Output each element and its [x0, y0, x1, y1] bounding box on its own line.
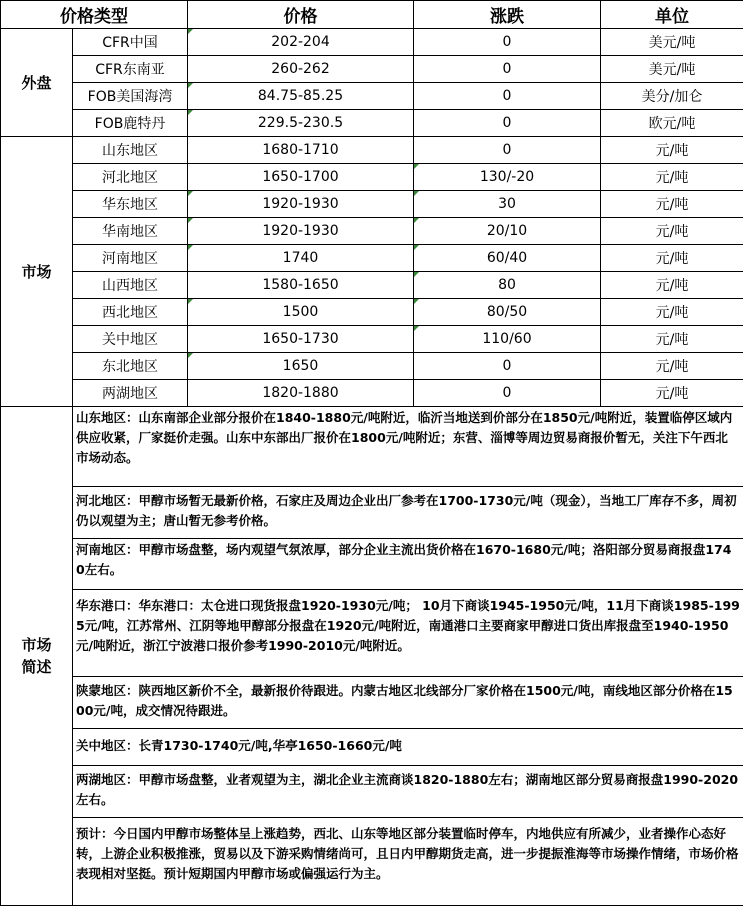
row-price: 1650 — [188, 353, 414, 380]
row-name: 山东地区 — [73, 137, 188, 164]
row-price: 1500 — [188, 299, 414, 326]
row-price: 84.75-85.25 — [188, 83, 414, 110]
summary-row — [1, 539, 743, 590]
group-summary-label: 市场简述 — [17, 634, 57, 678]
row-change: 0 — [414, 137, 601, 164]
summary-row — [1, 590, 743, 677]
row-unit: 元/吨 — [601, 218, 743, 245]
row-change: 0 — [414, 83, 601, 110]
header-price: 价格 — [188, 1, 414, 29]
row-name: 河南地区 — [73, 245, 188, 272]
row-unit: 元/吨 — [601, 380, 743, 407]
row-name: 河北地区 — [73, 164, 188, 191]
row-price: 1920-1930 — [188, 218, 414, 245]
row-change: 0 — [414, 353, 601, 380]
summary-row — [1, 729, 743, 766]
table-row — [1, 110, 743, 137]
row-price: 1820-1880 — [188, 380, 414, 407]
table-row — [1, 137, 743, 164]
row-name: 东北地区 — [73, 353, 188, 380]
row-price: 229.5-230.5 — [188, 110, 414, 137]
row-unit: 元/吨 — [601, 299, 743, 326]
summary-row — [1, 487, 743, 539]
row-price: 1920-1930 — [188, 191, 414, 218]
table-row — [1, 326, 743, 353]
group-summary — [1, 407, 73, 906]
summary-east-port: 华东港口：华东港口：太仓进口现货报盘1920-1930元/吨； 10月下商谈1945-1950元/吨，11月下商谈1985-1995元/吨，江苏常州、江阴等地甲醇部分报盘在1920元/吨附近，南通港口主要商家甲醇进口货出库报盘至1940-1950元/吨附近，浙江宁波港口报价参考1990-2010元/吨附近。 — [73, 590, 743, 677]
row-price: 1680-1710 — [188, 137, 414, 164]
row-name: 华东地区 — [73, 191, 188, 218]
header-change: 涨跌 — [414, 1, 601, 29]
row-change: 0 — [414, 29, 601, 56]
row-change: 0 — [414, 110, 601, 137]
table-row — [1, 56, 743, 83]
row-unit: 美元/吨 — [601, 29, 743, 56]
row-name: 华南地区 — [73, 218, 188, 245]
row-price: 1650-1730 — [188, 326, 414, 353]
row-price: 260-262 — [188, 56, 414, 83]
table-row — [1, 191, 743, 218]
summary-shandong: 山东地区：山东南部企业部分报价在1840-1880元/吨附近，临沂当地送到价部分在1850元/吨附近，装置临停区域内供应收紧，厂家挺价走强。山东中东部出厂报价在1800元/吨附近；东营、淄博等周边贸易商报价暂无，关注下午西北市场动态。 — [73, 407, 743, 487]
table-row — [1, 83, 743, 110]
table-row — [1, 353, 743, 380]
row-change: 30 — [414, 191, 601, 218]
row-unit: 元/吨 — [601, 326, 743, 353]
row-price: 1580-1650 — [188, 272, 414, 299]
row-price: 202-204 — [188, 29, 414, 56]
row-change: 20/10 — [414, 218, 601, 245]
table-row — [1, 272, 743, 299]
row-unit: 欧元/吨 — [601, 110, 743, 137]
row-name: CFR中国 — [73, 29, 188, 56]
row-change: 0 — [414, 380, 601, 407]
group-market: 市场 — [1, 137, 73, 407]
row-unit: 美分/加仑 — [601, 83, 743, 110]
table-row — [1, 29, 743, 56]
row-name: CFR东南亚 — [73, 56, 188, 83]
row-unit: 元/吨 — [601, 245, 743, 272]
row-change: 60/40 — [414, 245, 601, 272]
row-unit: 美元/吨 — [601, 56, 743, 83]
summary-forecast: 预计：今日国内甲醇市场整体呈上涨趋势，西北、山东等地区部分装置临时停车，内地供应有所减少，业者操作心态好转，上游企业积极推涨，贸易以及下游采购情绪尚可，且日内甲醇期货走高，进一步提振淮海等市场操作情绪，市场价格表现相对坚挺。预计短期国内甲醇市场或偏强运行为主。 — [73, 818, 743, 906]
row-name: 关中地区 — [73, 326, 188, 353]
row-price: 1650-1700 — [188, 164, 414, 191]
header-row — [1, 1, 743, 29]
row-unit: 元/吨 — [601, 353, 743, 380]
row-change: 80 — [414, 272, 601, 299]
row-name: FOB美国海湾 — [73, 83, 188, 110]
summary-row — [1, 407, 743, 487]
table-row — [1, 164, 743, 191]
row-change: 110/60 — [414, 326, 601, 353]
summary-shaanmeng: 陕蒙地区：陕西地区新价不全，最新报价待跟进。内蒙古地区北线部分厂家价格在1500元/吨，南线地区部分价格在1500元/吨，成交情况待跟进。 — [73, 677, 743, 729]
group-external: 外盘 — [1, 29, 73, 137]
row-unit: 元/吨 — [601, 191, 743, 218]
row-name: 西北地区 — [73, 299, 188, 326]
row-change: 80/50 — [414, 299, 601, 326]
table-row — [1, 299, 743, 326]
header-price-type: 价格类型 — [1, 1, 188, 29]
summary-henan: 河南地区：甲醇市场盘整，场内观望气氛浓厚，部分企业主流出货价格在1670-1680元/吨；洛阳部分贸易商报盘1740左右。 — [73, 539, 743, 590]
row-change: 130/-20 — [414, 164, 601, 191]
row-unit: 元/吨 — [601, 164, 743, 191]
table-row — [1, 380, 743, 407]
header-unit: 单位 — [601, 1, 743, 29]
row-name: 两湖地区 — [73, 380, 188, 407]
summary-lianghu: 两湖地区：甲醇市场盘整，业者观望为主，湖北企业主流商谈1820-1880左右；湖南地区部分贸易商报盘1990-2020左右。 — [73, 766, 743, 818]
summary-row — [1, 677, 743, 729]
row-name: FOB鹿特丹 — [73, 110, 188, 137]
summary-guanzhong: 关中地区：长青1730-1740元/吨,华亭1650-1660元/吨 — [73, 729, 743, 766]
row-unit: 元/吨 — [601, 137, 743, 164]
table-row — [1, 245, 743, 272]
row-name: 山西地区 — [73, 272, 188, 299]
row-change: 0 — [414, 56, 601, 83]
row-price: 1740 — [188, 245, 414, 272]
summary-row — [1, 818, 743, 906]
summary-hebei: 河北地区：甲醇市场暂无最新价格，石家庄及周边企业出厂参考在1700-1730元/吨（现金），当地工厂库存不多，周初仍以观望为主；唐山暂无参考价格。 — [73, 487, 743, 539]
summary-row — [1, 766, 743, 818]
table-row — [1, 218, 743, 245]
row-unit: 元/吨 — [601, 272, 743, 299]
